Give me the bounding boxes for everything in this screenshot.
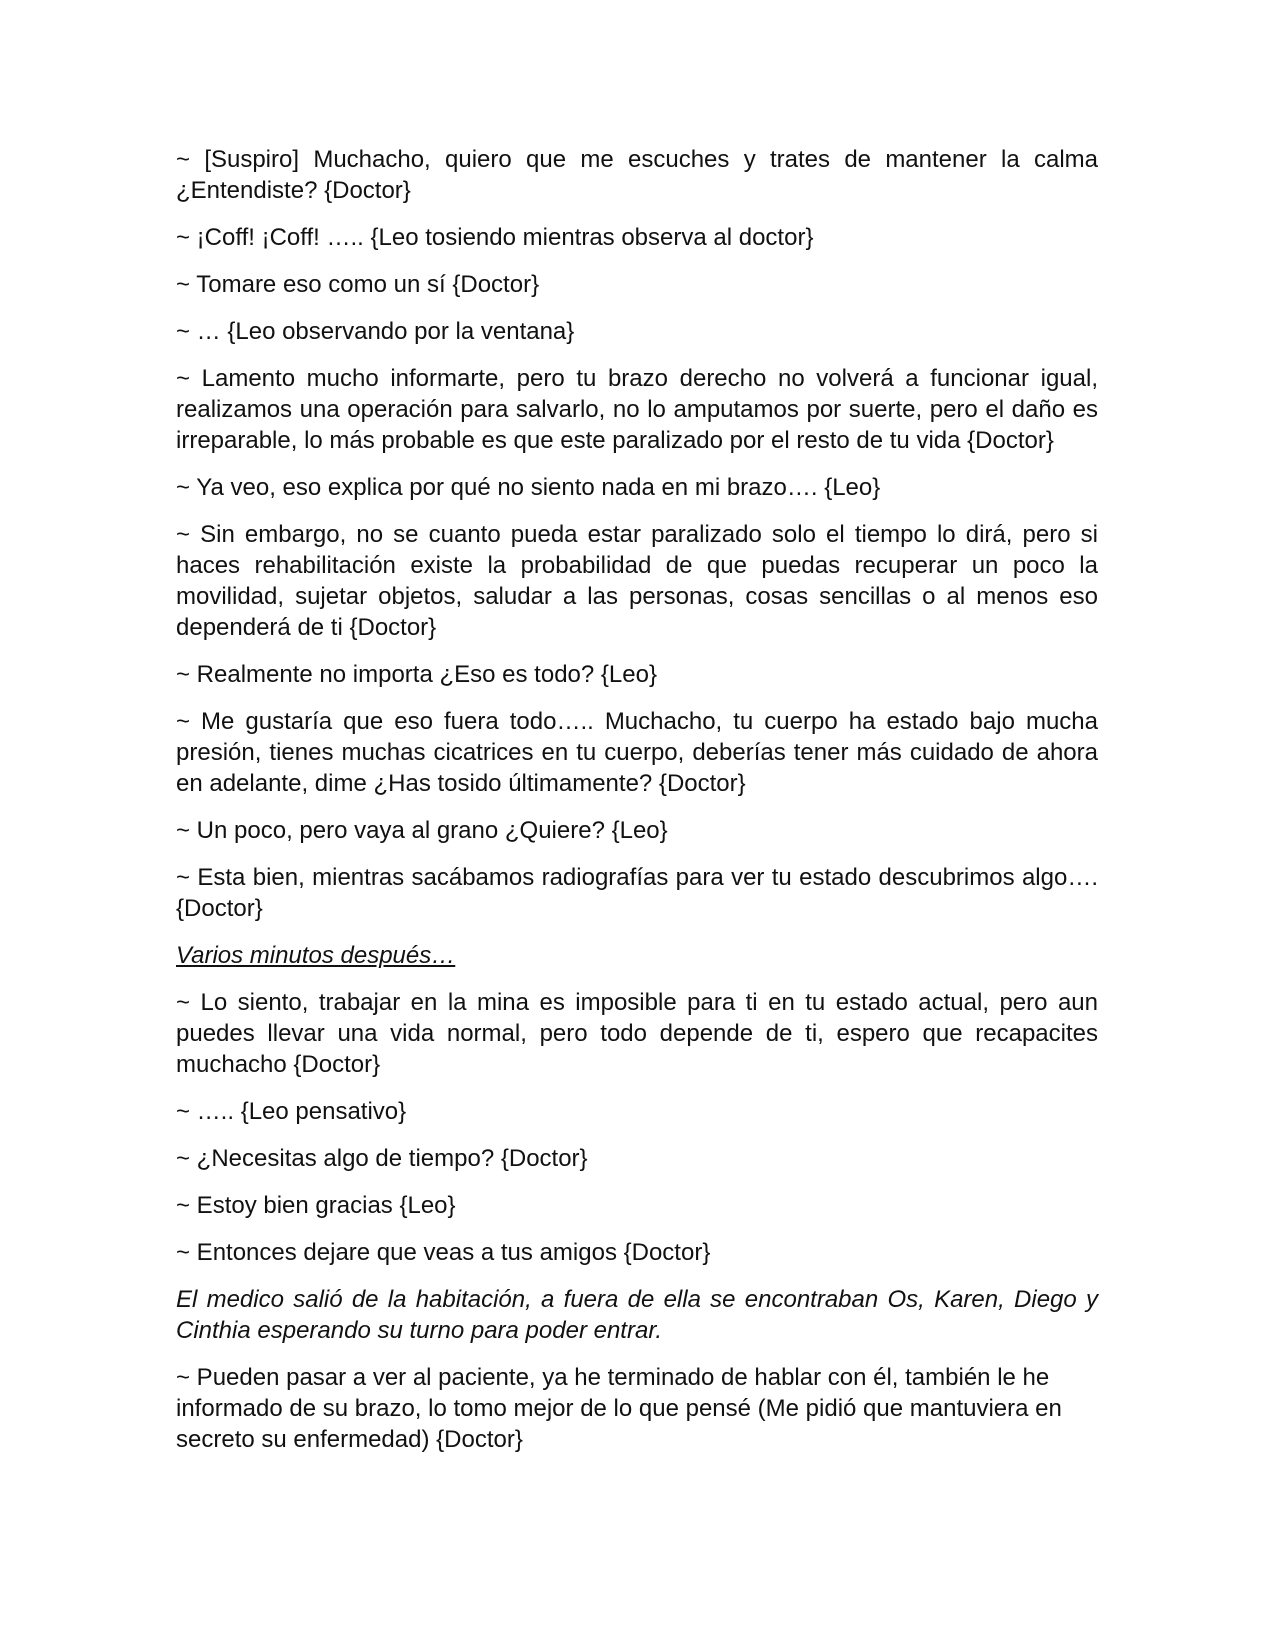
- dialogue-paragraph: ~ Pueden pasar a ver al paciente, ya he terminado de hablar con él, también le he informado de su brazo, lo tomo mejor de lo que pensé (Me pidió que mantuviera en secreto su enfermedad) {Doctor}: [176, 1364, 1062, 1453]
- dialogue-paragraph: ~ [Suspiro] Muchacho, quiero que me escuches y trates de mantener la calma ¿Entendiste? {Doctor}: [176, 146, 1098, 204]
- dialogue-paragraph: ~ Esta bien, mientras sacábamos radiografías para ver tu estado descubrimos algo…. {Doctor}: [176, 864, 1098, 922]
- dialogue-paragraph: ~ Lo siento, trabajar en la mina es imposible para ti en tu estado actual, pero aun puedes llevar una vida normal, pero todo depende de ti, espero que recapacites muchacho {Doctor}: [176, 989, 1098, 1078]
- scene-transition: Varios minutos después…: [176, 942, 456, 969]
- dialogue-paragraph: ~ Entonces dejare que veas a tus amigos {Doctor}: [176, 1239, 711, 1266]
- dialogue-paragraph: ~ Un poco, pero vaya al grano ¿Quiere? {Leo}: [176, 817, 668, 844]
- document-page: [176, 144, 1098, 1471]
- dialogue-paragraph: ~ Realmente no importa ¿Eso es todo? {Leo}: [176, 661, 657, 688]
- dialogue-paragraph: ~ … {Leo observando por la ventana}: [176, 318, 575, 345]
- dialogue-paragraph: ~ Me gustaría que eso fuera todo….. Muchacho, tu cuerpo ha estado bajo mucha presión, tienes muchas cicatrices en tu cuerpo, deberías tener más cuidado de ahora en adelante, dime ¿Has tosido últimamente? {Doctor}: [176, 708, 1098, 797]
- dialogue-paragraph: ~ Lamento mucho informarte, pero tu brazo derecho no volverá a funcionar igual, realizamos una operación para salvarlo, no lo amputamos por suerte, pero el daño es irreparable, lo más probable es que este paralizado por el resto de tu vida {Doctor}: [176, 365, 1098, 454]
- dialogue-paragraph: ~ Sin embargo, no se cuanto pueda estar paralizado solo el tiempo lo dirá, pero si haces rehabilitación existe la probabilidad de que puedas recuperar un poco la movilidad, sujetar objetos, saludar a las personas, cosas sencillas o al menos eso dependerá de ti {Doctor}: [176, 521, 1098, 641]
- dialogue-paragraph: ~ ….. {Leo pensativo}: [176, 1098, 407, 1125]
- dialogue-paragraph: ~ ¡Coff! ¡Coff! ….. {Leo tosiendo mientras observa al doctor}: [176, 224, 814, 251]
- dialogue-paragraph: ~ ¿Necesitas algo de tiempo? {Doctor}: [176, 1145, 588, 1172]
- dialogue-paragraph: ~ Estoy bien gracias {Leo}: [176, 1192, 456, 1219]
- dialogue-paragraph: ~ Tomare eso como un sí {Doctor}: [176, 271, 540, 298]
- narration-paragraph: El medico salió de la habitación, a fuera de ella se encontraban Os, Karen, Diego y Cinthia esperando su turno para poder entrar.: [176, 1286, 1098, 1344]
- dialogue-paragraph: ~ Ya veo, eso explica por qué no siento nada en mi brazo…. {Leo}: [176, 474, 881, 501]
